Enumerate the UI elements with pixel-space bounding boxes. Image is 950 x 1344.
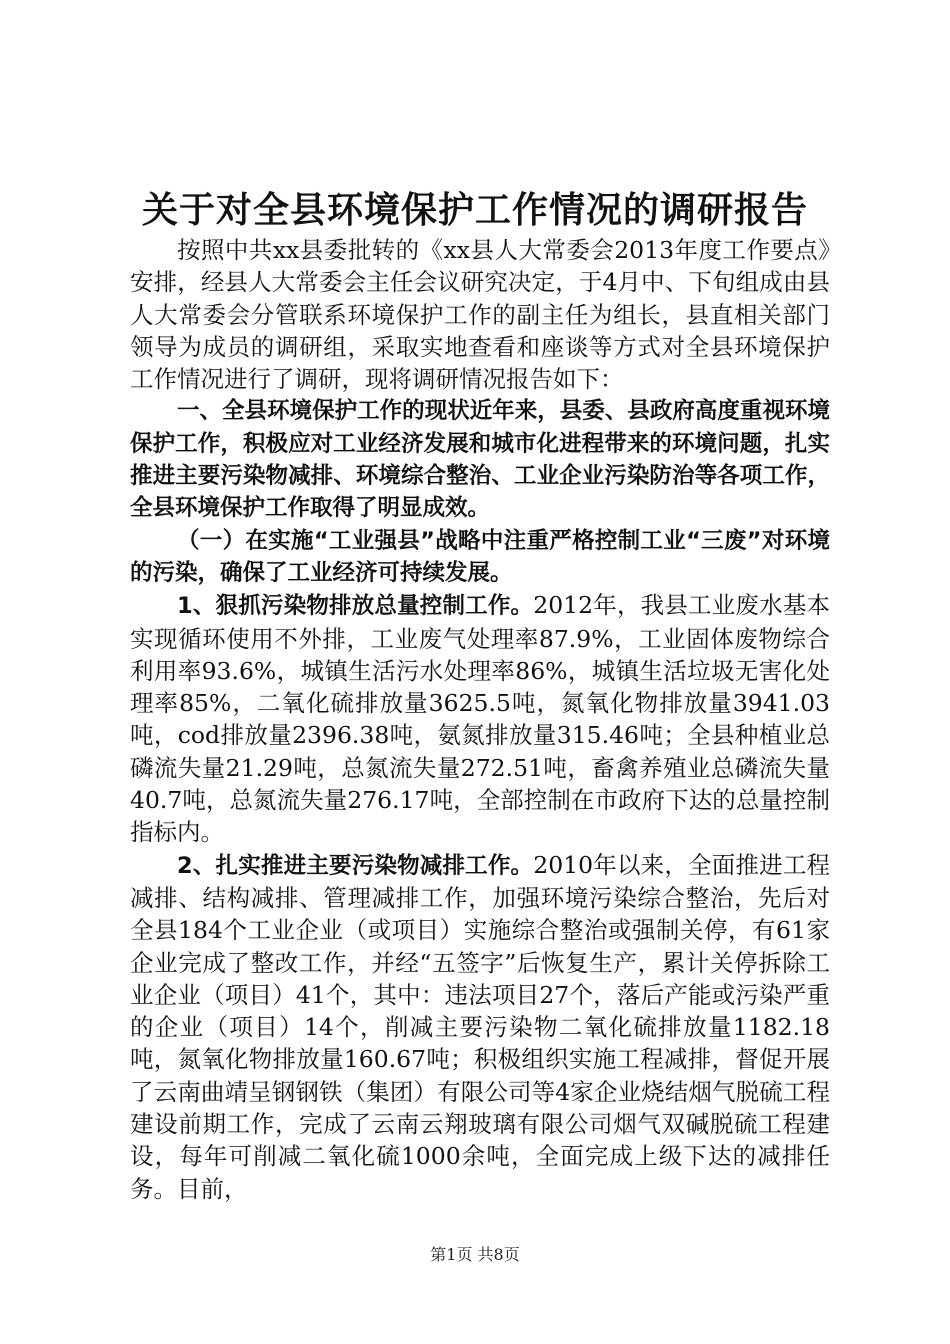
paragraph-intro: 按照中共xx县委批转的《xx县人大常委会2013年度工作要点》安排，经县人大常委会主任会议研究决定，于4月中、下旬组成由县人大常委会分管联系环境保护工作的副主任为组长，县直相关部门领导为成员的调研组，采取实地查看和座谈等方式对全县环境保护工作情况进行了调研，现将调研情况报告如下： [130, 236, 830, 394]
document-body [130, 234, 830, 1205]
subsection-heading-industry: （一）在实施“工业强县”战略中注重严格控制工业“三废”对环境的污染，确保了工业经济可持续发展。 [130, 527, 830, 586]
page-number-footer: 第1页 共8页 [430, 1245, 520, 1264]
item-2-lead: 2、扎实推进主要污染物减排工作。 [177, 852, 534, 879]
document-title: 关于对全县环境保护工作情况的调研报告 [141, 189, 808, 231]
section-heading-status: 一、全县环境保护工作的现状近年来，县委、县政府高度重视环境保护工作，积极应对工业经济发展和城市化进程带来的环境问题，扎实推进主要污染物减排、环境综合整治、工业企业污染防治等各项工作，全县环境保护工作取得了明显成效。 [130, 398, 830, 522]
paragraph-item-2 [130, 849, 830, 1205]
item-1-text: 2012年，我县工业废水基本实现循环使用不外排，工业废气处理率87.9%，工业固体废物综合利用率93.6%，城镇生活污水处理率86%，城镇生活垃圾无害化处理率85%，二氧化硫排放量3625.5吨，氮氧化物排放量3941.03吨，cod排放量2396.38吨，氨氮排放量315.46吨；全县种植业总磷流失量21.29吨，总氮流失量272.51吨，畜禽养殖业总磷流失量40.7吨，总氮流失量276.17吨，全部控制在市政府下达的总量控制指标内。 [130, 591, 831, 847]
item-2-text: 2010年以来，全面推进工程减排、结构减排、管理减排工作，加强环境污染综合整治，先后对全县184个工业企业（或项目）实施综合整治或强制关停，有61家企业完成了整改工作，并经“五签字”后恢复生产，累计关停拆除工业企业（项目）41个，其中：违法项目27个，落后产能或污染严重的企业（项目）14个，削减主要污染物二氧化硫排放量1182.18吨，氮氧化物排放量160.67吨；积极组织实施工程减排，督促开展了云南曲靖呈钢钢铁（集团）有限公司等4家企业烧结烟气脱硫工程建设前期工作，完成了云南云翔玻璃有限公司烟气双碱脱硫工程建设，每年可削减二氧化硫1000余吨，全面完成上级下达的减排任务。目前， [130, 850, 831, 1203]
paragraph-item-1 [130, 589, 830, 848]
item-1-lead: 1、狠抓污染物排放总量控制工作。 [177, 593, 534, 620]
